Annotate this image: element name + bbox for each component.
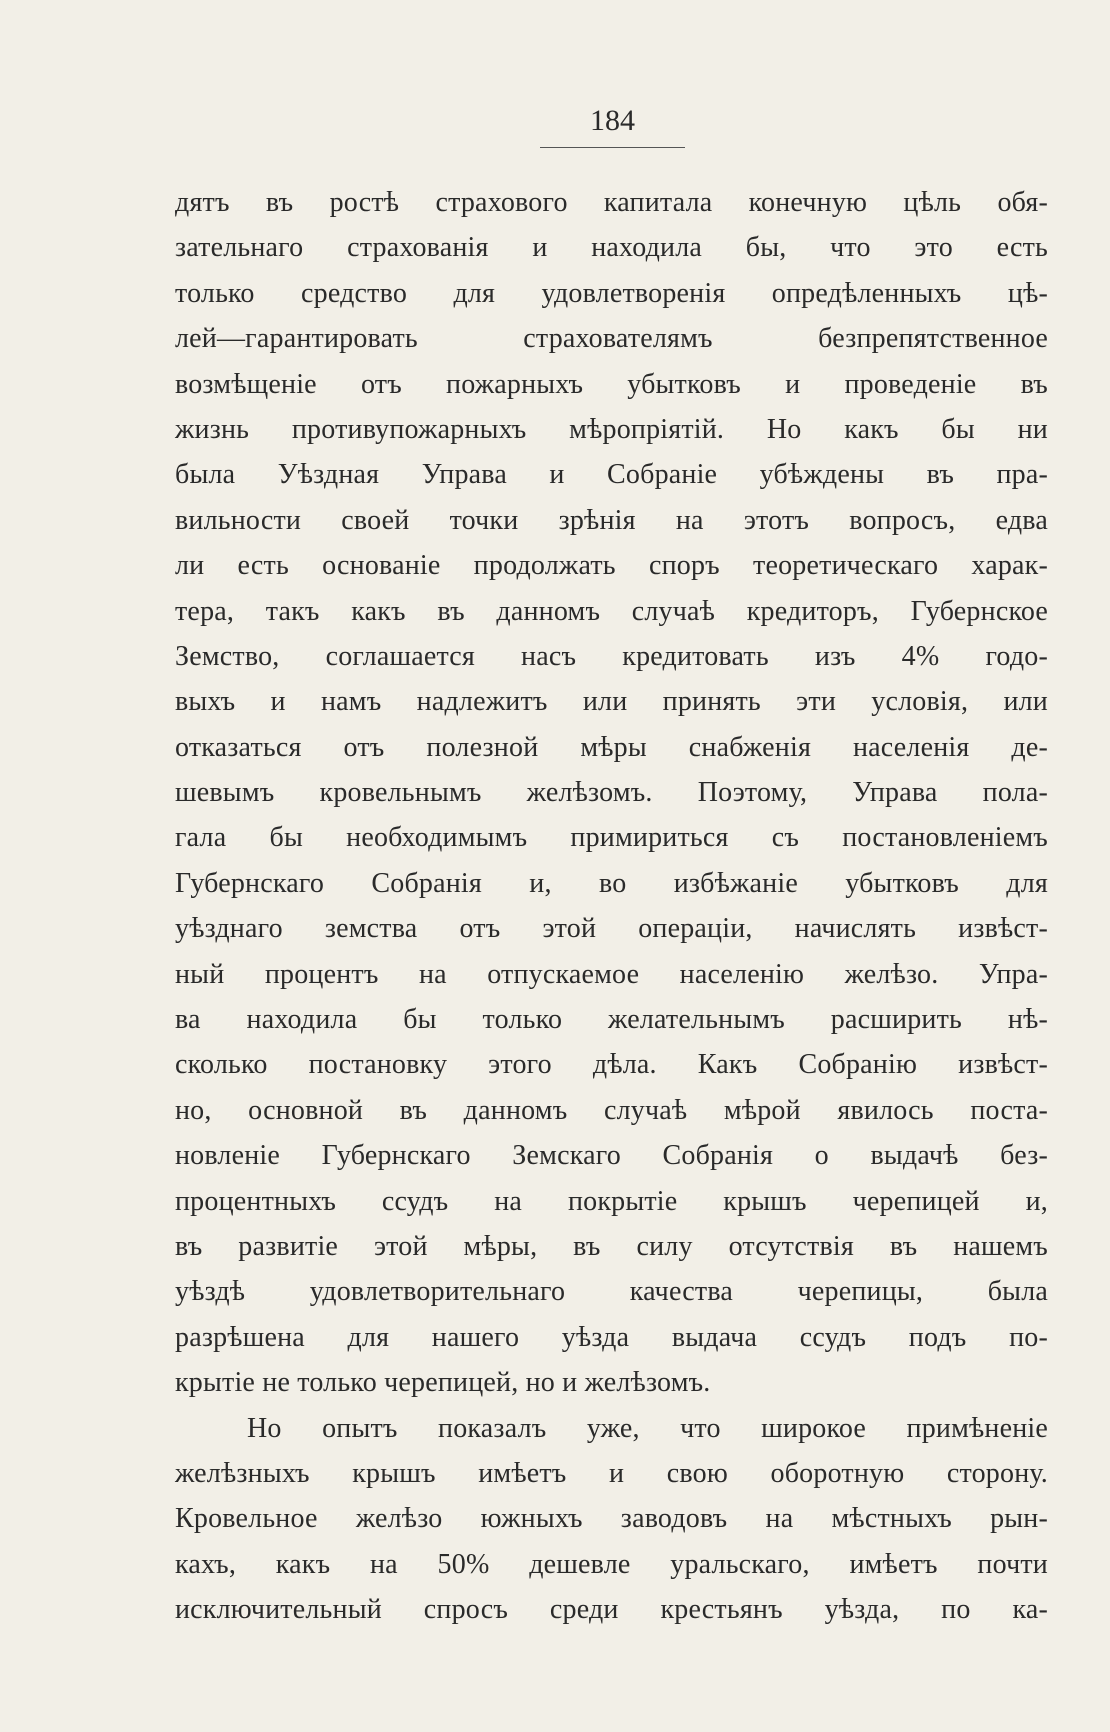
text-line: ли есть основаніе продолжать споръ теоретическаго харак- [175,550,1048,582]
text-line: кахъ, какъ на 50% дешевле уральскаго, имѣетъ почти [175,1548,1048,1580]
text-line: но, основной въ данномъ случаѣ мѣрой явилось поста- [175,1094,1048,1126]
text-line: исключительный спросъ среди крестьянъ уѣзда, по ка- [175,1594,1048,1626]
text-line: выхъ и намъ надлежитъ или принять эти условія, или [175,686,1048,718]
text-line: въ развитіе этой мѣры, въ силу отсутствія въ нашемъ [175,1230,1048,1262]
text-line: сколько постановку этого дѣла. Какъ Собранію извѣст- [175,1049,1048,1081]
text-line: Кровельное желѣзо южныхъ заводовъ на мѣстныхъ рын- [175,1503,1048,1535]
page-number-rule [540,147,685,148]
page-number: 184 [590,104,635,137]
text-line: отказаться отъ полезной мѣры снабженія населенія де- [175,731,1048,763]
text-line: крытіе не только черепицей, но и желѣзомъ. [175,1367,711,1399]
text-line: Но опытъ показалъ уже, что широкое примѣненіе [247,1412,1048,1444]
text-line: ва находила бы только желательнымъ расширить нѣ- [175,1004,1048,1036]
text-line: гала бы необходимымъ примириться съ постановленіемъ [175,822,1048,854]
text-line: шевымъ кровельнымъ желѣзомъ. Поэтому, Управа пола- [175,777,1048,809]
text-line: дятъ въ ростѣ страхового капитала конечную цѣль обя- [175,187,1048,218]
text-line: тера, такъ какъ въ данномъ случаѣ кредиторъ, Губернское [175,595,1048,627]
body-text [175,180,1048,1633]
text-line: возмѣщеніе отъ пожарныхъ убытковъ и проведеніе въ [175,368,1048,400]
text-line: Губернскаго Собранія и, во избѣжаніе убытковъ для [175,867,1048,899]
text-line: только средство для удовлетворенія опредѣленныхъ цѣ- [175,277,1048,309]
text-line: ный процентъ на отпускаемое населенію желѣзо. Упра- [175,958,1048,990]
text-line: Земство, соглашается насъ кредитовать изъ 4% годо- [175,640,1048,672]
text-line: разрѣшена для нашего уѣзда выдача ссудъ подъ по- [175,1321,1048,1353]
text-line: лей—гарантировать страхователямъ безпрепятственное [175,323,1048,355]
text-line: зательнаго страхованія и находила бы, что это есть [175,232,1048,264]
text-line: уѣздѣ удовлетворительнаго качества черепицы, была [175,1276,1048,1308]
text-line: была Уѣздная Управа и Собраніе убѣждены въ пра- [175,459,1048,491]
text-line: процентныхъ ссудъ на покрытіе крышъ черепицей и, [175,1185,1048,1217]
text-line: новленіе Губернскаго Земскаго Собранія о выдачѣ без- [175,1140,1048,1172]
text-line: уѣзднаго земства отъ этой операціи, начислять извѣст- [175,913,1048,945]
text-line: жизнь противупожарныхъ мѣропріятій. Но какъ бы ни [175,413,1048,445]
text-line: вильности своей точки зрѣнія на этотъ вопросъ, едва [175,504,1048,536]
text-line: желѣзныхъ крышъ имѣетъ и свою оборотную сторону. [175,1457,1048,1489]
